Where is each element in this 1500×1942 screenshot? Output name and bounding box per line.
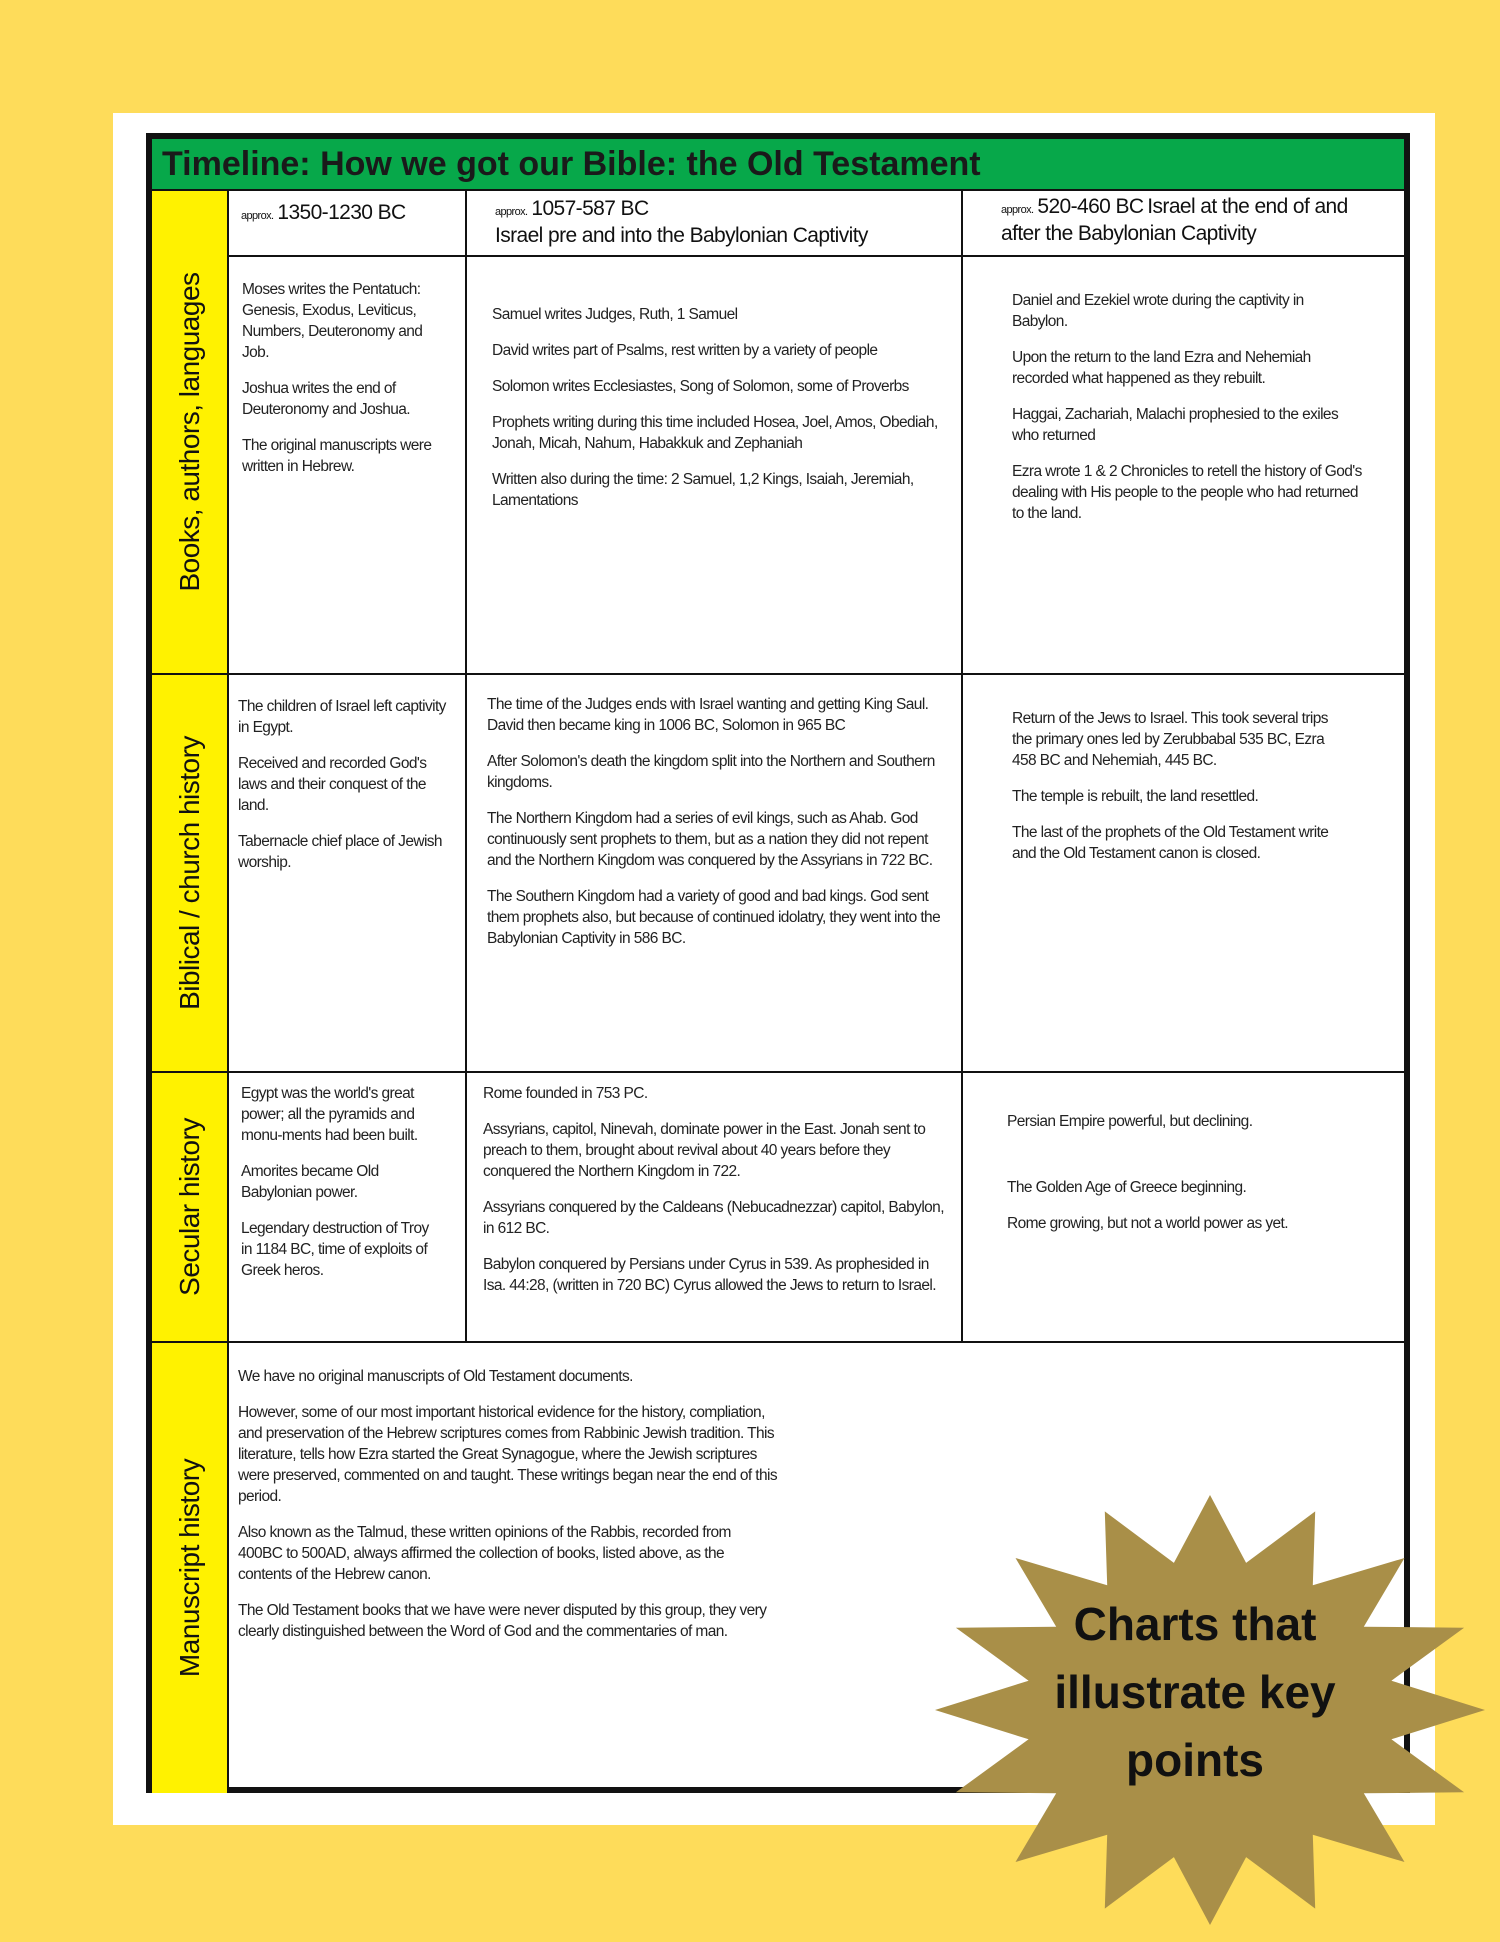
cell-biblical-col2: The time of the Judges ends with Israel wanting and getting King Saul. David then became king in 1006 BC, Solomon in 965 BC After Solomon's death the kingdom split into the Northern and Southern kingdoms. The Northern Kingdom had a series of evil kings, such as Ahab. God continuously sent prophets to them, but as a nation they did not repent and the Northern Kingdom was conquered by the Assyrians in 722 BC. The Southern Kingdom had a variety of good and bad kings. God sent them prophets also, but because of continued idolatry, they went into the Babylonian Captivity in 586 BC. (487, 696, 941, 947)
cell-biblical-col1: The children of Israel left captivity in Egypt. Received and recorded God's laws and their conquest of the land. Tabernacle chief place of Jewish worship. (238, 698, 446, 871)
cell-books-col3: Daniel and Ezekiel wrote during the captivity in Babylon. Upon the return to the land Ezra and Nehemiah recorded what happened as they rebuilt. Haggai, Zachariah, Malachi prophesied to the exiles who returned Ezra wrote 1 & 2 Chronicles to retell the history of God's dealing with His people to the people who had returned to the land. (1012, 292, 1362, 522)
cell-secular-col2: Rome founded in 753 PC. Assyrians, capitol, Ninevah, dominate power in the East. Jonah sent to preach to them, brought about revival about 40 years before they conquered the Northern Kingdom in 722. Assyrians conquered by the Caldeans (Nebucadnezzar) capitol, Babylon, in 612 BC. Babylon conquered by Persians under Cyrus in 539. As prophesided in Isa. 44:28, (written in 720 BC) Cyrus allowed the Jews to return to Israel. (483, 1085, 944, 1294)
row-label-biblical: Biblical / church history (152, 675, 229, 1073)
cell-secular-col1: Egypt was the world's great power; all the pyramids and monu-ments had been built. Amorites became Old Babylonian power. Legendary destruction of Troy in 1184 BC, time of exploits of Greek heros. (241, 1085, 429, 1279)
row-label-manuscript: Manuscript history (152, 1343, 229, 1793)
approx-label: approx. (1001, 204, 1034, 216)
column-header-2 (467, 191, 961, 257)
row-label-books: Books, authors, languages (152, 191, 229, 675)
row-label-secular: Secular history (152, 1073, 229, 1343)
column-subtitle: after the Babylonian Captivity (1001, 222, 1257, 245)
column-divider (465, 191, 467, 1343)
row-divider (229, 673, 1404, 675)
column-header-1 (229, 191, 465, 257)
approx-label: approx. (241, 210, 274, 222)
cell-secular-col3: Persian Empire powerful, but declining. The Golden Age of Greece beginning. Rome growing, but not a world power as yet. (1007, 1113, 1288, 1232)
row-divider (229, 1071, 1404, 1073)
column-dates: 520-460 BC (1037, 195, 1144, 218)
column-dates: 1350-1230 BC (277, 201, 406, 224)
column-dates: 1057-587 BC (531, 197, 649, 220)
cell-manuscript: We have no original manuscripts of Old Testament documents. However, some of our most important historical evidence for the history, compliation, and preservation of the Hebrew scriptures comes from Rabbinic Jewish tradition. This literature, tells how Ezra started the Great Synagogue, where the Jewish scriptures were preserved, commented on and taught. These writings began near the end of this period. Also known as the Talmud, these written opinions of the Rabbis, recorded from 400BC to 500AD, always affirmed the collection of books, listed above, as the contents of the Hebrew canon. The Old Testament books that we have were never disputed by this group, they very clearly distinguished between the Word of God and the commentaries of man. (238, 1368, 778, 1640)
cell-books-col1: Moses writes the Pentatuch: Genesis, Exodus, Leviticus, Numbers, Deuteronomy and Job. Joshua writes the end of Deuteronomy and Joshua. The original manuscripts were written in Hebrew. (242, 281, 432, 475)
column-header-3 (963, 191, 1404, 257)
column-divider (961, 191, 963, 1343)
page-title: Timeline: How we got our Bible: the Old Testament (152, 139, 1404, 191)
column-subtitle: Israel pre and into the Babylonian Captivity (495, 224, 868, 247)
cell-books-col2: Samuel writes Judges, Ruth, 1 Samuel David writes part of Psalms, rest written by a variety of people Solomon writes Ecclesiastes, Song of Solomon, some of Proverbs Prophets writing during this time included Hosea, Joel, Amos, Obediah, Jonah, Micah, Nahum, Habakkuk and Zephaniah Written also during the time: 2 Samuel, 1,2 Kings, Isaiah, Jeremiah, Lamentations (492, 306, 938, 509)
row-divider (229, 1341, 1404, 1343)
approx-label: approx. (495, 206, 528, 218)
badge-text: Charts that illustrate key points (1054, 1598, 1336, 1786)
column-subtitle-inline: Israel at the end of and (1147, 195, 1348, 218)
cell-biblical-col3: Return of the Jews to Israel. This took several trips the primary ones led by Zerubbabal 535 BC, Ezra 458 BC and Nehemiah, 445 BC. The temple is rebuilt, the land resettled. The last of the prophets of the Old Testament write and the Old Testament canon is closed. (1012, 710, 1329, 862)
